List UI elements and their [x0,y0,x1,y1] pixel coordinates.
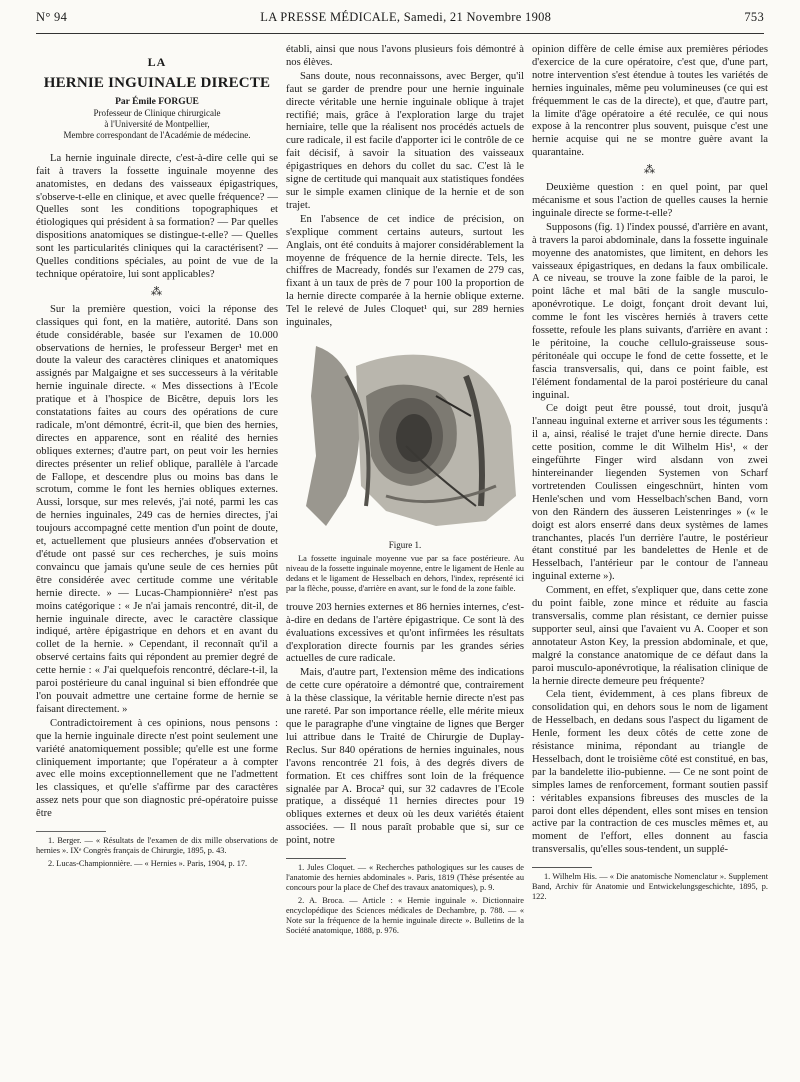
byline [36,96,278,141]
figure-caption: La fossette inguinale moyenne vue par sa face postérieure. Au niveau de la fossette inguinale moyenne, entre le ligament de Henle au dedans et le ligament de Hesselbach en dehors, l'index, représenté ici par la flèche, pousse, d'arrière en avant, sur le fond de la zone faible. [286,553,524,593]
column-2 [286,44,524,1070]
paragraph: Deuxième question : en quel point, par quel mécanisme et sous l'action de quelles causes la hernie inguinale directe se forme-t-elle? [532,182,768,219]
footnote: 1. Berger. — « Résultats de l'examen de dix mille observations de hernies ». IXᵉ Congrès français de Chirurgie, 1895, p. 43. [36,836,278,856]
footnote: 2. Lucas-Championnière. — « Hernies ». Paris, 1904, p. 17. [48,859,248,869]
footnote-rule [532,867,592,868]
footnote-rule [286,858,346,859]
paragraph: Sur la première question, voici la réponse des classiques qui font, en la matière, autorité. Dans son étude considérable, basée sur l'examen de 10.000 observations de hernies, le professeur Berger¹ met en doute la valeur des caractères cliniques et anatomiques assignés par Malgaigne et ses successeurs à la véritable hernie inguinale directe. « Mes dissections à l'Ecole pratique et à l'hospice de Bicêtre, depuis lors les constatations faites au cours des opérations de cure radicale, m'ont démontré, écrit-il, que bien des hernies, directes en apparence, sont en réalité des hernies obliques externes; d'autre part, on peut voir les hernies directes présenter un relief oblique, parallèle à l'arcade de Fallope, et descendre plus ou moins bas dans le scrotum, comme le font les hernies obliques externes. Aussi, lorsque, sur mes relevés, j'ai noté, parmi les cas de hernies inguinales, 249 cas de hernies directes, j'ai toujours accompagné cette mention d'un point de doute, et, actuellement que plusieurs années d'observation et d'étude ont passé sur ces recherches, je suis moins convaincu que jamais qu'une seule de ces hernies pût être considérée avec certitude comme une véritable hernie directe. » — Lucas-Championnière² n'est pas moins catégorique : « Je n'ai jamais rencontré, dit-il, de hernie inguinale directe, avec le caractère classique indiqué, artère épigastrique en dehors et en avant du collet de la hernie. » Cependant, il reconnaît qu'il a observé certains faits qui répondent au premier degré de cette hernie : « J'ai quelquefois rencontré, déclare-t-il, la paroi postérieure du canal inguinal si bien effondrée que l'on pouvait admettre une certaine forme de hernie se faisant directement. » [36,303,278,715]
asterism: ⁂ [151,285,163,298]
anatomical-illustration [286,336,524,536]
author: Par Émile FORGUE [115,96,199,107]
asterism: ⁂ [644,164,656,177]
footnote: 1. Jules Cloquet. — « Recherches pathologiques sur les causes de l'anatomie des hernies abdominales ». Paris, 1819 (Thèse présentée au concours pour la place de Chef des travaux anatomiques), p. 9. [286,863,524,893]
paragraph: Contradictoirement à ces opinions, nous pensons : que la hernie inguinale directe n'est point seulement une variété anatomiquement possible; qu'elle est une forme cliniquement importante; que l'opérateur a à compter avec elle moins exceptionnellement que ne l'admettent les classiques, et qu'elle s'affirme par des caractères assez nets pour que son diagnostic pré-opératoire puisse être [36,717,278,820]
paragraph: Supposons (fig. 1) l'index poussé, d'arrière en avant, à travers la paroi abdominale, dans la fossette inguinale moyenne des anatomistes, que limitent, en dehors les vaisseaux épigastriques, en dedans la faux ombilicale. A ce niveau, se trouve la zone faible de la paroi, le point lâche et mal bâti de la sangle musculo-aponévrotique. Le doigt, fonçant droit devant lui, comme le font les viscères herniés à travers cette fossette, refoule les plans suivants, d'arrière en avant : le péritoine, la couche cellulo-graisseuse sous-péritonéale qui occupe le fond de cette fossette, et le fascia transversalis, qui, dans ce point faible, est l'élément fondamental de la paroi postérieure du canal inguinal. [532,221,768,401]
column-1 [36,44,278,1070]
paragraph: Cela tient, évidemment, à ces plans fibreux de consolidation qui, en dehors sous le nom de ligament de Hesselbach, en dedans sous l'aspect du ligament de Henle, forment les deux côtés de cette zone de résistance minima, répondant au triangle de Hesselbach, dont le troisième côté est constitué, en bas, par la bandelette ilio-pubienne. — Ce ne sont point de simples lames de renforcement, formant soutien passif : véritables expansions fibreuses des muscles de la paroi dont elles dépendent, elles sont mises en tension active par la contraction de ces muscles mêmes et, au moment de l'effort, elles donnent au fascia transversalis, qu'elles sous-tendent, un supplé- [532,689,768,856]
affiliation-line: Professeur de Clinique chirurgicale [93,107,221,118]
page-number: 753 [744,10,764,24]
paragraph: En l'absence de cet indice de précision, on s'explique comment certains auteurs, surtout les Anglais, ont été conduits à majorer considérablement la moyenne de fréquence de la hernie directe. Tels, les chiffres de Macready, fondés sur l'examen de 279 cas, fixant à un taux de près de 7 pour 100 la proportion de la hernie directe comparée à la hernie oblique externe. Tel le relevé de Jules Cloquet¹ qui, sur 289 hernies inguinales, [286,213,524,329]
paragraph: établi, ainsi que nous l'avons plusieurs fois démontré à nos élèves. [286,44,524,68]
paragraph: La hernie inguinale directe, c'est-à-dire celle qui se fait à travers la fossette inguinale moyenne des anatomistes, en dedans des vaisseaux épigastriques, s'observe-t-elle en clinique, et avec quelle fréquence? — Quelles sont les conditions topographiques et étiologiques qui président à sa formation? — Par quelles dispositions anatomiques se distingue-t-elle? — Quelles sont les particularités cliniques qui la caractérisent? — Quelles conditions spéciales, au point de vue de la technique opératoire, lui sont applicables? [36,152,278,280]
article-title-small: LA [147,55,167,69]
figure [286,336,524,594]
affiliation-line: Membre correspondant de l'Académie de médecine. [63,129,251,140]
article-title: HERNIE INGUINALE DIRECTE [43,74,271,91]
footnote: 2. A. Broca. — Article : « Hernie inguinale ». Dictionnaire encyclopédique des Sciences médicales de Dechambre, p. 788. — « Note sur la fréquence de la hernie inguinale directe ». Bulletins de la Société anatomique, 1888, p. 976. [286,896,524,936]
paragraph: Sans doute, nous reconnaissons, avec Berger, qu'il faut se garder de prendre pour une hernie inguinale directe véritable une hernie inguinale oblique à trajet rectifié; mais, grâce à l'exploration large du trajet herniaire, telle que la réalisent nos procédés actuels de cure radicale, il est facile d'apporter ici le contrôle de ce fait décisif, à savoir la situation des vaisseaux épigastriques en dehors du collet du sac. C'est là le signe de certitude qui manquait aux statistiques fondées sur le simple examen clinique de la hernie et de son trajet. [286,70,524,211]
paragraph: opinion diffère de celle émise aux premières périodes d'exercice de la cure opératoire, c'est que, d'une part, notre intervention s'est étendue à toutes les variétés de hernies inguinales, même peu volumineuses (ce qui est fréquemment le cas de la directe), et que, d'autre part, la limite d'âge opératoire a été reculée, ce qui nous expose à la rencontrer plus souvent, puisque c'est une hernie acquise qui ne se montre guère avant la quarantaine. [532,44,768,159]
paragraph: Ce doigt peut être poussé, tout droit, jusqu'à l'anneau inguinal externe et arriver sous les téguments : il a, ainsi, réalisé le trajet d'une hernie directe. Dans cette position, comme le dit Wilhelm His¹, « der eingeführte Finger wird alsdann von zwei hintereinander liegenden Systemen von Scharf vortretenden Coulissen eingeschnürt, hinten vom Henle'schen und vom Hesselbach'schen Band, vorn von den Rändern des äusseren Leistenringes » (« le doigt est alors enserré dans deux systèmes de lames tranchantes, placés l'un derrière l'autre, le postérieur étant constitué par les bandelettes de Henle et de Hesselbach, l'antérieur par le contour de l'anneau inguinal externe »). [532,403,768,583]
paragraph: trouve 203 hernies externes et 86 hernies internes, c'est-à-dire en dedans de l'artère épigastrique. Ce sont là des évaluations excessives et qu'ont infirmées les résultats d'exploration directe fournis par les grandes séries actuelles de cure radicale. [286,601,524,665]
footnote: 1. Wilhelm His. — « Die anatomische Nomenclatur ». Supplement Band, Archiv für Anatomie und Entwickelungsgeschichte, 1895, p. 122. [532,872,768,902]
paragraph: Comment, en effet, s'expliquer que, dans cette zone du point faible, zone mince et réduite au fascia transversalis, comme plan résistant, ce dernier puisse supporter seul, ainsi que l'avaient vu A. Cooper et son annotateur Aston Key, la pression abdominale, et que, malgré la constance anatomique de ce défaut dans la paroi musculo-aponévrotique, la réalisation clinique de la hernie directe demeure peu fréquente? [532,585,768,687]
affiliation-line: à l'Université de Montpellier, [104,118,210,129]
header-rule [36,33,764,34]
paragraph: Mais, d'autre part, l'extension même des indications de cette cure opératoire a démontré que, contrairement à la thèse classique, la véritable hernie directe n'est pas une rareté. Par son importance réelle, elle mérite mieux que le paragraphe d'une vingtaine de lignes que Berger lui attribue dans le Traité de Chirurgie de Duplay-Reclus. Sur 840 opérations de hernies inguinales, nous l'avons rencontrée 21 fois, à des degrés divers de formation. Et ces chiffres sont loin de la fréquence signalée par A. Broca² qui, sur 32 cadavres de l'Ecole pratique, a disséqué 11 hernies directes pour 19 obliques externes et deux où les deux variétés étaient associées. — Il nous paraît probable que si, sur ce point, notre [286,667,524,847]
page-header [36,10,764,30]
column-3 [532,44,768,1070]
journal-title: LA PRESSE MÉDICALE, Samedi, 21 Novembre 1908 [260,10,552,24]
figure-title: Figure 1. [388,539,422,550]
issue-number: N° 94 [36,10,68,24]
